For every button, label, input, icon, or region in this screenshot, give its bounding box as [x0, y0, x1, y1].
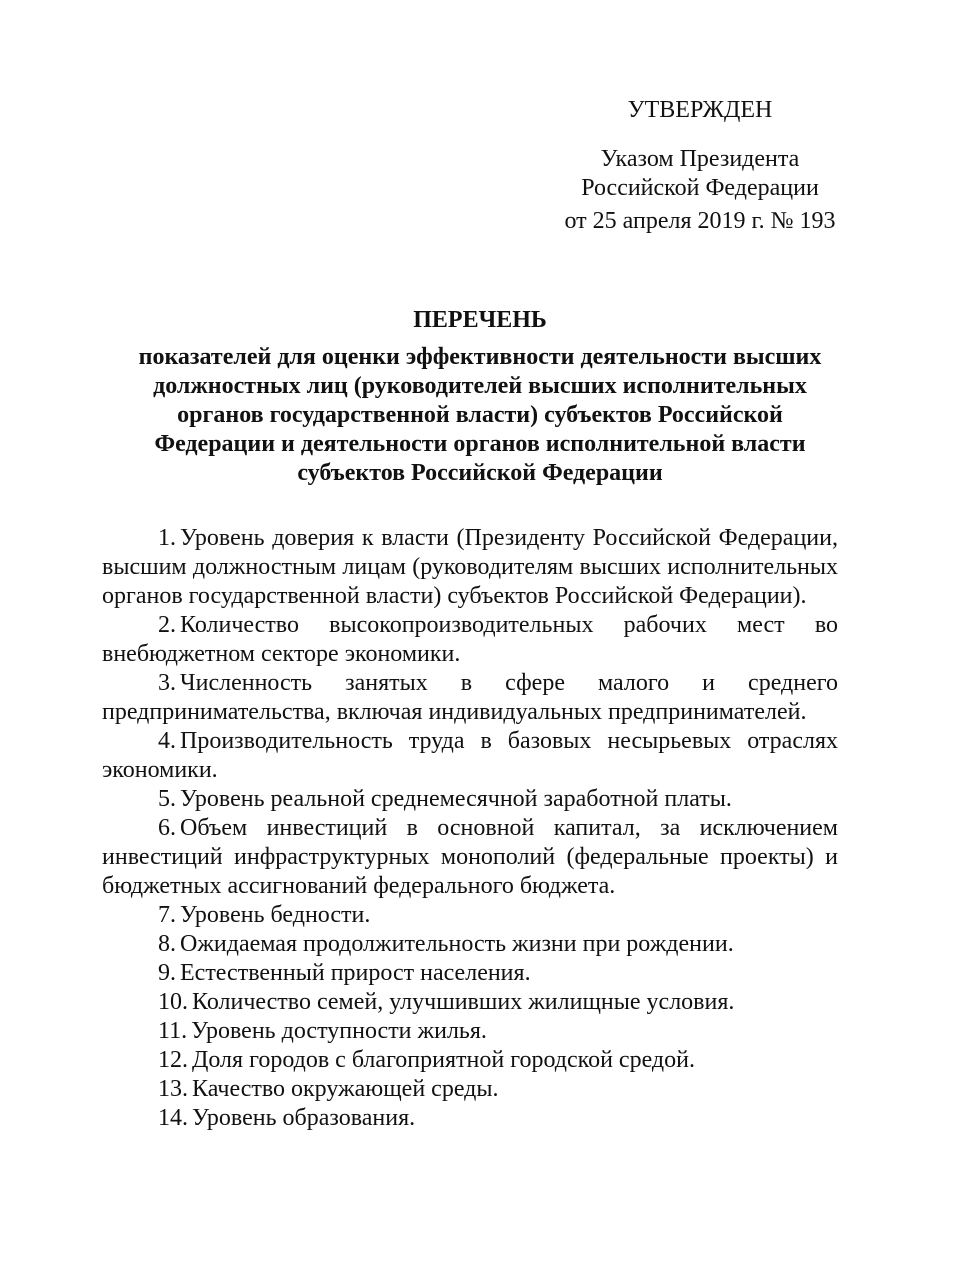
item-text: Доля городов с благоприятной городской средой.: [192, 1047, 695, 1073]
item-number: 3.: [158, 670, 176, 696]
approval-date: от 25 апреля 2019 г. № 193: [564, 208, 836, 234]
item-number: 9.: [158, 960, 176, 986]
approval-stamp: [540, 96, 860, 236]
list-item: [102, 727, 838, 785]
item-number: 14.: [158, 1105, 188, 1131]
item-number: 7.: [158, 902, 176, 928]
list-item: [102, 1046, 838, 1075]
list-item: [102, 814, 838, 901]
list-item: [102, 930, 838, 959]
list-item: [102, 959, 838, 988]
list-item: [102, 524, 838, 611]
document-subtitle: [120, 343, 840, 488]
item-text: Производительность труда в базовых несырьевых отраслях экономики.: [102, 728, 838, 783]
item-number: 10.: [158, 989, 188, 1015]
subtitle-line: показателей для оценки эффективности деятельности высших: [138, 344, 822, 370]
item-text: Уровень образования.: [192, 1105, 416, 1131]
item-text: Объем инвестиций в основной капитал, за исключением инвестиций инфраструктурных монополий (федеральные проекты) и бюджетных ассигнований федерального бюджета.: [102, 815, 838, 899]
document-title: ПЕРЕЧЕНЬ: [413, 307, 547, 333]
approval-line-1: Указом Президента: [600, 146, 800, 172]
list-item: [102, 901, 838, 930]
list-item: [102, 988, 838, 1017]
item-number: 13.: [158, 1076, 188, 1102]
item-number: 6.: [158, 815, 176, 841]
list-item: [102, 785, 838, 814]
approval-heading: УТВЕРЖДЕН: [627, 97, 773, 123]
list-item: [102, 611, 838, 669]
item-text: Численность занятых в сфере малого и среднего предпринимательства, включая индивидуальных предпринимателей.: [102, 670, 838, 725]
item-number: 12.: [158, 1047, 188, 1073]
subtitle-line: субъектов Российской Федерации: [297, 460, 663, 486]
list-item: [102, 1075, 838, 1104]
indicator-list: [102, 524, 838, 1133]
item-text: Качество окружающей среды.: [192, 1076, 499, 1102]
subtitle-line: органов государственной власти) субъектов Российской: [177, 402, 783, 428]
item-number: 8.: [158, 931, 176, 957]
item-text: Количество высокопроизводительных рабочих мест во внебюджетном секторе экономики.: [102, 612, 838, 667]
item-text: Уровень доверия к власти (Президенту Российской Федерации, высшим должностным лицам (руководителям высших исполнительных органов государственной власти) субъектов Российской Федерации).: [102, 525, 838, 609]
list-item: [102, 1104, 838, 1133]
item-text: Ожидаемая продолжительность жизни при рождении.: [180, 931, 734, 957]
item-text: Уровень бедности.: [180, 902, 371, 928]
item-text: Уровень реальной среднемесячной заработной платы.: [180, 786, 732, 812]
approval-line-2: Российской Федерации: [581, 175, 819, 201]
item-text: Уровень доступности жилья.: [191, 1018, 487, 1044]
item-number: 11.: [158, 1018, 188, 1044]
subtitle-line: Федерации и деятельности органов исполнительной власти: [154, 431, 806, 457]
list-item: [102, 669, 838, 727]
item-number: 5.: [158, 786, 176, 812]
item-text: Количество семей, улучшивших жилищные условия.: [192, 989, 735, 1015]
item-text: Естественный прирост населения.: [180, 960, 531, 986]
item-number: 1.: [158, 525, 176, 551]
item-number: 4.: [158, 728, 176, 754]
item-number: 2.: [158, 612, 176, 638]
list-item: [102, 1017, 838, 1046]
subtitle-line: должностных лиц (руководителей высших исполнительных: [153, 373, 807, 399]
